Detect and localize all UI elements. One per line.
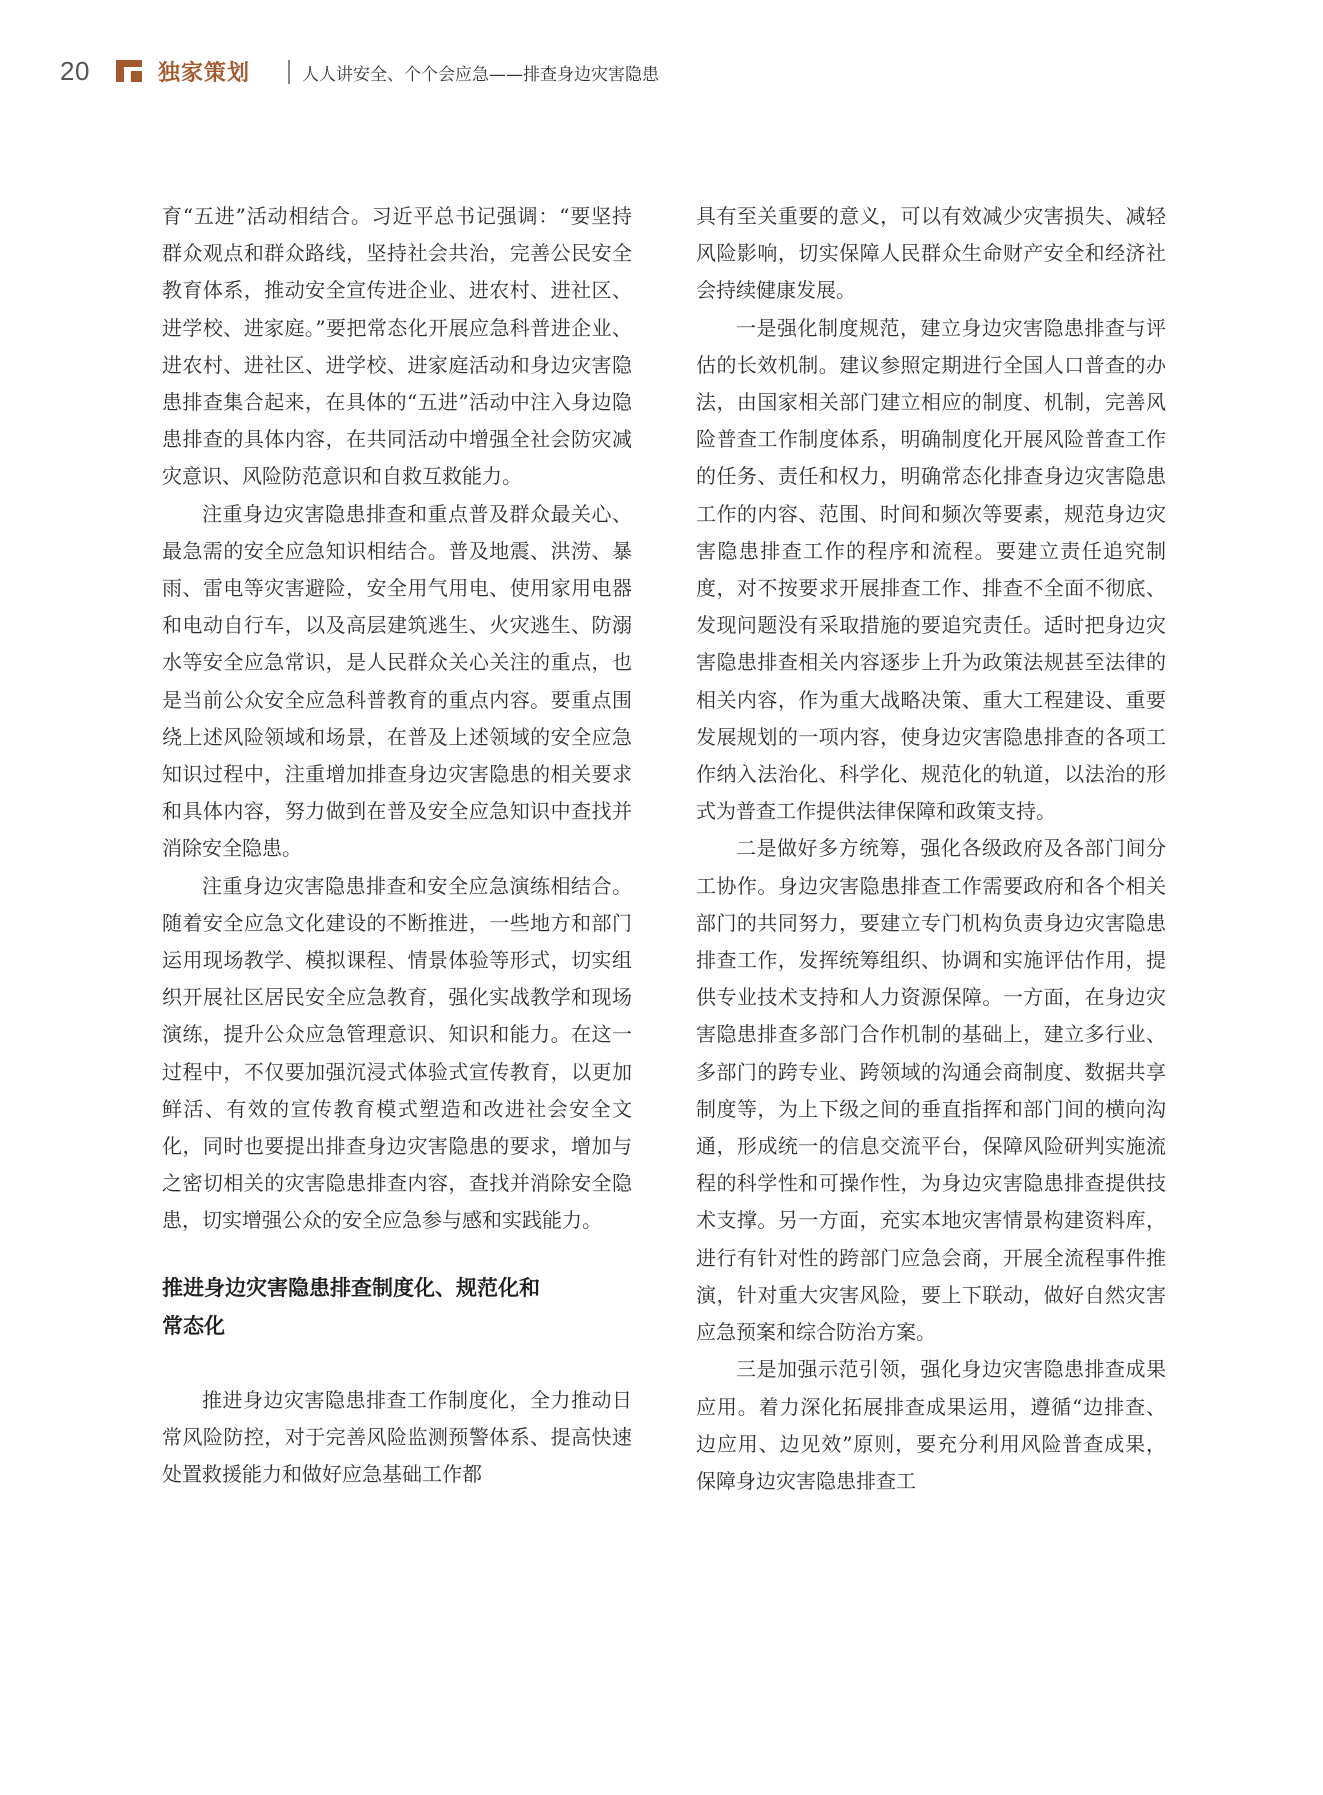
paragraph: 注重身边灾害隐患排查和安全应急演练相结合。随着安全应急文化建设的不断推进，一些地方和部门运用现场教学、模拟课程、情景体验等形式，切实组织开展社区居民安全应急教育，强化实战教学和现场演练，提升公众应急管理意识、知识和能力。在这一过程中，不仅要加强沉浸式体验式宣传教育，以更加鲜活、有效的宣传教育模式塑造和改进社会安全文化，同时也要提出排查身边灾害隐患的要求，增加与之密切相关的灾害隐患排查内容，查找并消除安全隐患，切实增强公众的安全应急参与感和实践能力。 — [162, 873, 632, 1233]
paragraph: 三是加强示范引领，强化身边灾害隐患排查成果应用。着力深化拓展排查成果运用，遵循“边排查、边应用、边见效”原则，要充分利用风险普查成果，保障身边灾害隐患排查工 — [696, 1357, 1166, 1493]
right-column — [696, 198, 1166, 1500]
header-subtitle: 人人讲安全、个个会应急——排查身边灾害隐患 — [302, 65, 659, 85]
brand-mark-icon — [116, 60, 142, 82]
paragraph: 育“五进”活动相结合。习近平总书记强调：“要坚持群众观点和群众路线，坚持社会共治，完善公民安全教育体系，推动安全宣传进企业、进农村、进社区、进学校、进家庭。”要把常态化开展应急科普进企业、进农村、进社区、进学校、进家庭活动和身边灾害隐患排查集合起来，在具体的“五进”活动中注入身边隐患排查的具体内容，在共同活动中增强全社会防灾减灾意识、风险防范意识和自救互救能力。 — [162, 204, 632, 489]
header-divider — [288, 60, 290, 84]
paragraph: 注重身边灾害隐患排查和重点普及群众最关心、最急需的安全应急知识相结合。普及地震、洪涝、暴雨、雷电等灾害避险，安全用气用电、使用家用电器和电动自行车，以及高层建筑逃生、火灾逃生、防溺水等安全应急常识，是人民群众关心关注的重点，也是当前公众安全应急科普教育的重点内容。要重点围绕上述风险领域和场景，在普及上述领域的安全应急知识过程中，注重增加排查身边灾害隐患的相关要求和具体内容，努力做到在普及安全应急知识中查找并消除安全隐患。 — [162, 501, 632, 861]
paragraph: 推进身边灾害隐患排查工作制度化，全力推动日常风险防控，对于完善风险监测预警体系、提高快速处置救援能力和做好应急基础工作都 — [162, 1387, 632, 1487]
paragraph: 二是做好多方统筹，强化各级政府及各部门间分工协作。身边灾害隐患排查工作需要政府和各个相关部门的共同努力，要建立专门机构负责身边灾害隐患排查工作，发挥统筹组织、协调和实施评估作用，提供专业技术支持和人力资源保障。一方面，在身边灾害隐患排查多部门合作机制的基础上，建立多行业、多部门的跨专业、跨领域的沟通会商制度、数据共享制度等，为上下级之间的垂直指挥和部门间的横向沟通，形成统一的信息交流平台，保障风险研判实施流程的科学性和可操作性，为身边灾害隐患排查提供技术支撑。另一方面，充实本地灾害情景构建资料库，进行有针对性的跨部门应急会商，开展全流程事件推演，针对重大灾害风险，要上下联动，做好自然灾害应急预案和综合防治方案。 — [696, 836, 1166, 1345]
section-name: 独家策划 — [158, 61, 251, 86]
page-header — [56, 50, 1256, 90]
paragraph: 具有至关重要的意义，可以有效减少灾害损失、减轻风险影响，切实保障人民群众生命财产安全和经济社会持续健康发展。 — [696, 204, 1166, 303]
left-column — [162, 198, 632, 1493]
page-number: 20 — [60, 56, 90, 86]
section-heading-line: 常态化 — [162, 1313, 225, 1338]
section-heading — [162, 1269, 632, 1345]
section-heading-line: 推进身边灾害隐患排查制度化、规范化和 — [162, 1275, 540, 1300]
paragraph: 一是强化制度规范，建立身边灾害隐患排查与评估的长效机制。建议参照定期进行全国人口普查的办法，由国家相关部门建立相应的制度、机制，完善风险普查工作制度体系，明确制度化开展风险普查工作的任务、责任和权力，明确常态化排查身边灾害隐患工作的内容、范围、时间和频次等要素，规范身边灾害隐患排查工作的程序和流程。要建立责任追究制度，对不按要求开展排查工作、排查不全面不彻底、发现问题没有采取措施的要追究责任。适时把身边灾害隐患排查相关内容逐步上升为政策法规甚至法律的相关内容，作为重大战略决策、重大工程建设、重要发展规划的一项内容，使身边灾害隐患排查的各项工作纳入法治化、科学化、规范化的轨道，以法治的形式为普查工作提供法律保障和政策支持。 — [696, 315, 1166, 824]
